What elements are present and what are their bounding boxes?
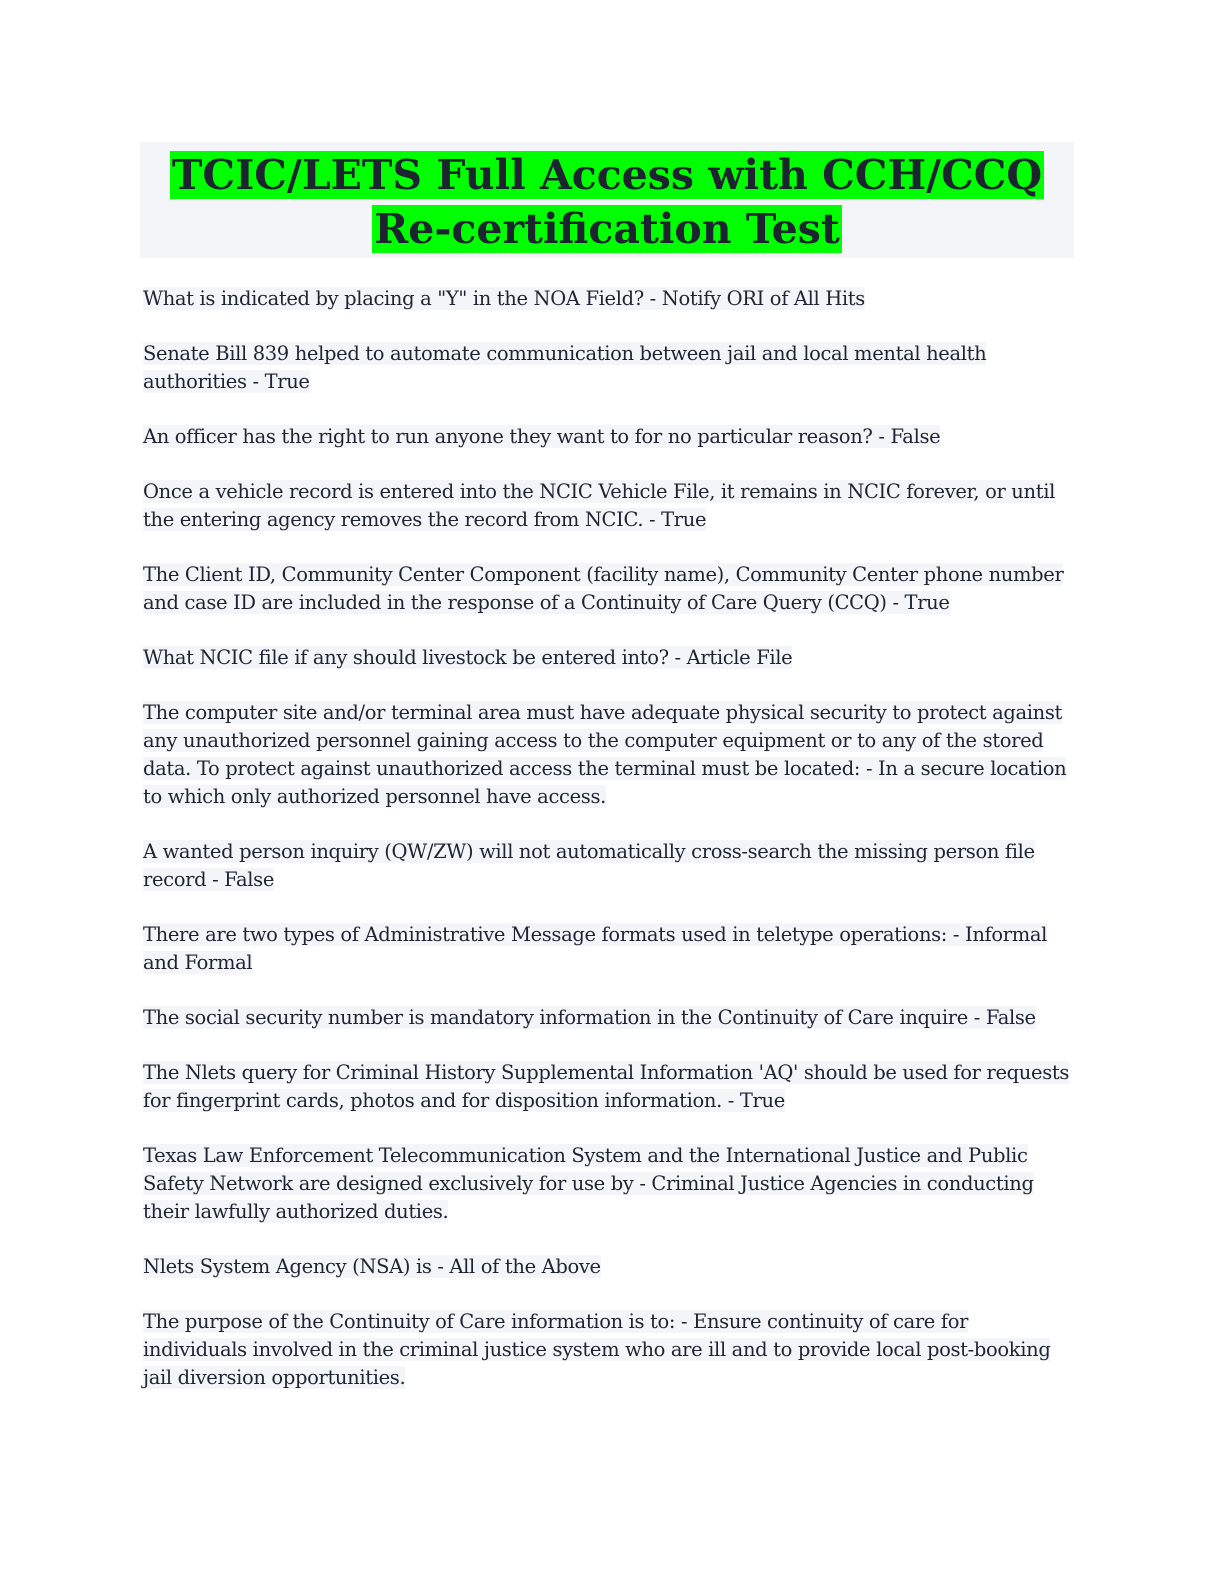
qa-item: [143, 838, 1074, 894]
page-title: TCIC/LETS Full Access with CCH/CCQ Re-certification Test: [171, 151, 1043, 253]
qa-text: A wanted person inquiry (QW/ZW) will not automatically cross-search the missing person file record - False: [143, 840, 1035, 891]
qa-item: [143, 340, 1074, 396]
qa-item: [143, 561, 1074, 617]
qa-text: The Nlets query for Criminal History Supplemental Information 'AQ' should be used for requests for fingerprint cards, photos and for disposition information. - True: [143, 1061, 1069, 1112]
qa-text: An officer has the right to run anyone they want to for no particular reason? - False: [143, 425, 941, 448]
qa-text: Once a vehicle record is entered into the NCIC Vehicle File, it remains in NCIC forever, or until the entering agency removes the record from NCIC. - True: [143, 480, 1055, 531]
qa-item: [143, 699, 1074, 811]
qa-item: [143, 478, 1074, 534]
qa-item: [143, 1308, 1074, 1392]
qa-text: Nlets System Agency (NSA) is - All of the Above: [143, 1255, 601, 1278]
qa-text: There are two types of Administrative Message formats used in teletype operations: - Informal and Formal: [143, 923, 1048, 974]
qa-text: The purpose of the Continuity of Care information is to: - Ensure continuity of care for individuals involved in the criminal justice system who are ill and to provide local post-booking jail diversion opportunities.: [143, 1310, 1051, 1389]
qa-text: The computer site and/or terminal area must have adequate physical security to protect against any unauthorized personnel gaining access to the computer equipment or to any of the stored data. To protect against unauthorized access the terminal must be located: - In a secure location to which only authorized personnel have access.: [143, 701, 1067, 808]
qa-item: [143, 921, 1074, 977]
qa-text: Texas Law Enforcement Telecommunication System and the International Justice and Public Safety Network are designed exclusively for use by - Criminal Justice Agencies in conducting their lawfully authorized duties.: [143, 1144, 1034, 1223]
qa-item: [143, 1142, 1074, 1226]
qa-item: [143, 423, 1074, 451]
qa-item: [143, 285, 1074, 313]
qa-item: [143, 1253, 1074, 1281]
qa-text: Senate Bill 839 helped to automate communication between jail and local mental health authorities - True: [143, 342, 987, 393]
qa-item: [143, 644, 1074, 672]
qa-text: The Client ID, Community Center Component (facility name), Community Center phone number and case ID are included in the response of a Continuity of Care Query (CCQ) - True: [143, 563, 1064, 614]
qa-text: What NCIC file if any should livestock be entered into? - Article File: [143, 646, 793, 669]
qa-list: [140, 285, 1074, 1392]
qa-text: What is indicated by placing a "Y" in the NOA Field? - Notify ORI of All Hits: [143, 287, 865, 310]
qa-item: [143, 1059, 1074, 1115]
qa-text: The social security number is mandatory information in the Continuity of Care inquire - False: [143, 1006, 1036, 1029]
document-page: [140, 142, 1074, 1419]
qa-item: [143, 1004, 1074, 1032]
title-block: [140, 142, 1074, 258]
